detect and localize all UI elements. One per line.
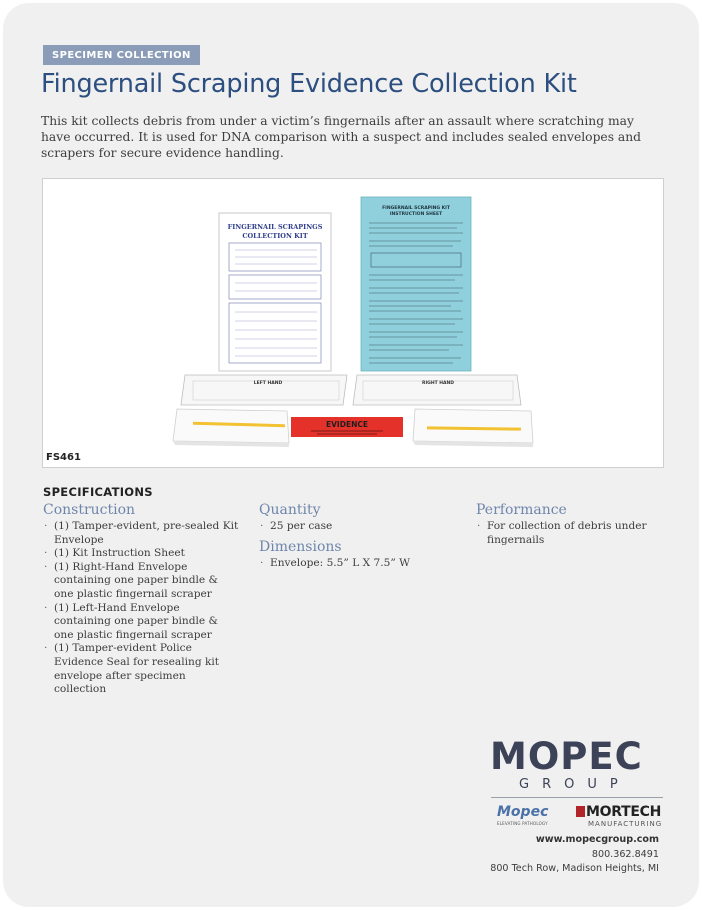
kit-illustration <box>43 179 663 467</box>
construction-column <box>43 501 239 697</box>
category-badge: SPECIMEN COLLECTION <box>43 45 200 65</box>
product-code: FS461 <box>46 452 81 463</box>
spec-sheet <box>3 3 699 907</box>
list-item: · Envelope: 5.5” L X 7.5” W <box>259 557 455 571</box>
list-item: · For collection of debris under fingernails <box>476 520 656 547</box>
sheet-title-line2: INSTRUCTION SHEET <box>389 212 443 217</box>
list-item: · (1) Tamper-evident Police Evidence Seal for resealing kit envelope after specimen collection <box>43 642 239 696</box>
contact-info <box>490 833 659 877</box>
list-item: · (1) Kit Instruction Sheet <box>43 547 239 561</box>
list-item: · (1) Left-Hand Envelope containing one paper bindle & one plastic fingernail scraper <box>43 602 239 643</box>
right-hand-envelope <box>353 375 521 405</box>
right-envelope-label: RIGHT HAND <box>422 381 454 386</box>
construction-title: Construction <box>43 502 136 518</box>
right-bindle <box>413 409 533 447</box>
specifications-heading: SPECIFICATIONS <box>43 485 153 499</box>
mopec-group-logo-sub: GROUP <box>519 777 631 792</box>
mortech-logo-text: MORTECH <box>586 804 661 820</box>
intro-paragraph: This kit collects debris from under a victim’s fingernails after an assault where scratching may have occurred. It is used for DNA comparison with a suspect and includes sealed envelopes and scrapers for secure evidence handling. <box>41 114 642 160</box>
mopec-logo: Mopec <box>497 804 549 820</box>
quantity-dimensions-column <box>259 501 455 570</box>
address: 800 Tech Row, Madison Heights, MI <box>490 863 659 874</box>
instruction-sheet <box>361 197 471 371</box>
logo-divider <box>491 797 663 798</box>
evidence-seal <box>291 417 403 437</box>
left-hand-envelope <box>181 375 347 405</box>
kit-envelope-form <box>219 213 331 371</box>
performance-list <box>476 520 656 547</box>
quantity-list <box>259 520 455 534</box>
dimensions-title: Dimensions <box>259 538 342 555</box>
website-link[interactable]: www.mopecgroup.com <box>535 834 659 845</box>
list-item: · (1) Right-Hand Envelope containing one paper bindle & one plastic fingernail scraper <box>43 561 239 602</box>
product-photo <box>42 178 664 468</box>
performance-column <box>476 501 656 547</box>
mopec-tagline: ELEVATING PATHOLOGY <box>497 821 548 826</box>
quantity-title: Quantity <box>259 502 321 518</box>
list-item: · 25 per case <box>259 520 455 534</box>
list-item: · (1) Tamper-evident, pre-sealed Kit Envelope <box>43 520 239 547</box>
left-envelope-label: LEFT HAND <box>253 381 283 386</box>
form-title-line1: FINGERNAIL SCRAPINGS <box>227 223 323 231</box>
phone-number: 800.362.8491 <box>591 848 659 860</box>
construction-list <box>43 520 239 697</box>
mopec-group-logo: MOPEC <box>490 735 643 778</box>
page-title: Fingernail Scraping Evidence Collection Kit <box>41 69 577 99</box>
mortech-logo <box>576 804 661 820</box>
mortech-tagline: MANUFACTURING <box>588 820 663 828</box>
dimensions-list <box>259 557 455 571</box>
evidence-seal-label: EVIDENCE <box>326 420 368 429</box>
form-title-line2: COLLECTION KIT <box>242 232 308 240</box>
mortech-mark-icon <box>576 806 585 817</box>
performance-title: Performance <box>476 502 567 518</box>
sheet-title-line1: FINGERNAIL SCRAPING KIT <box>382 206 450 211</box>
left-bindle <box>173 409 289 447</box>
